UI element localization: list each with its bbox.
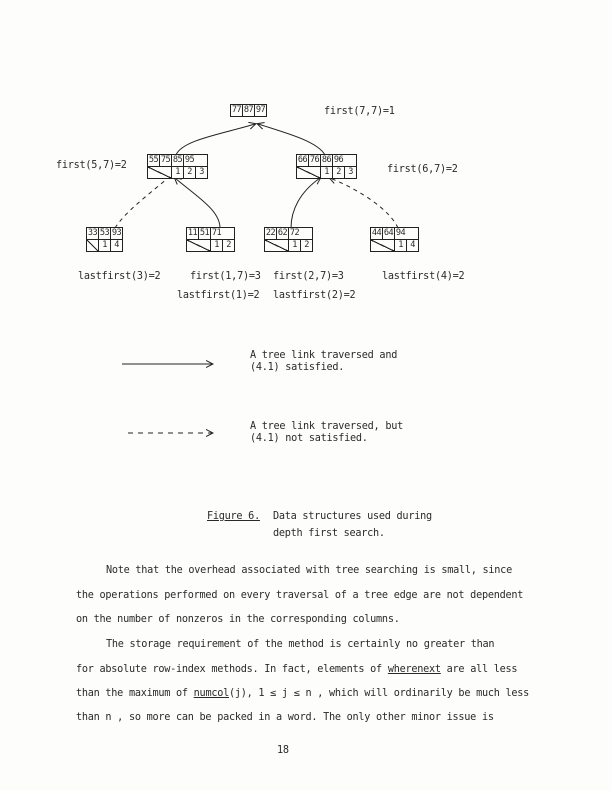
figure-caption-line-1: Data structures used during (273, 511, 432, 522)
link-n3-n5 (115, 178, 168, 228)
label-n5: first(5,7)=2 (56, 160, 127, 171)
node-index: 4 (110, 240, 122, 251)
link-n4-n6 (330, 178, 398, 228)
label-root: first(7,7)=1 (324, 106, 395, 117)
node-value: 72 (289, 228, 300, 238)
body-text: are all less (440, 664, 518, 675)
node-index: 2 (332, 167, 344, 178)
node-value: 77 (231, 105, 242, 115)
link-n6-root (258, 124, 325, 155)
node-value: 33 (87, 228, 98, 238)
node-value: 95 (184, 155, 195, 165)
node-value: 76 (309, 155, 320, 165)
node-index: 2 (183, 167, 195, 178)
node-value: 86 (321, 155, 332, 165)
node-value: 64 (383, 228, 394, 238)
node-index: 1 (210, 240, 222, 251)
node-root (230, 104, 267, 117)
legend-solid-text-2: (4.1) satisfied. (250, 362, 345, 373)
legend-solid-text-1: A tree link traversed and (250, 350, 398, 361)
node-index: 1 (320, 167, 332, 178)
label-n4: lastfirst(4)=2 (382, 271, 465, 282)
node-4 (370, 227, 419, 252)
page-number: 18 (277, 745, 289, 756)
body-line (76, 688, 529, 699)
null-pointer-cell (187, 240, 210, 251)
null-pointer-cell (371, 240, 394, 251)
node-value: 51 (199, 228, 210, 238)
node-value: 71 (211, 228, 222, 238)
node-index: 2 (300, 240, 312, 251)
node-2 (264, 227, 313, 252)
node-index: 4 (406, 240, 418, 251)
node-index: 1 (394, 240, 406, 251)
node-index: 1 (98, 240, 110, 251)
node-value: 22 (265, 228, 276, 238)
identifier-wherenext: wherenext (387, 664, 441, 675)
figure-caption-label (207, 511, 260, 523)
node-6 (296, 154, 357, 179)
body-text: than the maximum of (76, 688, 194, 699)
node-value: 85 (172, 155, 183, 165)
label-n1-lastfirst: lastfirst(1)=2 (177, 290, 260, 301)
node-value: 87 (243, 105, 254, 115)
null-pointer-cell (87, 240, 98, 251)
node-value: 75 (160, 155, 171, 165)
node-3 (86, 227, 123, 252)
node-value: 66 (297, 155, 308, 165)
label-n6: first(6,7)=2 (387, 164, 458, 175)
body-line: Note that the overhead associated with tree searching is small, since (106, 565, 512, 576)
legend-dashed-text-2: (4.1) not satisfied. (250, 433, 368, 444)
link-n1-n5 (175, 178, 220, 228)
node-value: 11 (187, 228, 198, 238)
node-value: 55 (148, 155, 159, 165)
node-value: 93 (111, 228, 122, 238)
node-value: 62 (277, 228, 288, 238)
body-line: than n , so more can be packed in a word. The only other minor issue is (76, 712, 494, 723)
node-index: 2 (222, 240, 234, 251)
node-index: 1 (171, 167, 183, 178)
label-n2-lastfirst: lastfirst(2)=2 (273, 290, 356, 301)
node-index: 3 (344, 167, 356, 178)
body-line: the operations performed on every traversal of a tree edge are not dependent (76, 590, 524, 601)
null-pointer-cell (265, 240, 288, 251)
legend-dashed-text-1: A tree link traversed, but (250, 421, 403, 432)
null-pointer-cell (148, 167, 171, 178)
label-n1-first: first(1,7)=3 (190, 271, 261, 282)
node-value: 94 (395, 228, 406, 238)
node-index: 1 (288, 240, 300, 251)
link-n2-n6 (291, 178, 320, 228)
link-n5-root (176, 124, 255, 155)
body-line: The storage requirement of the method is certainly no greater than (106, 639, 495, 650)
body-text: for absolute row-index methods. In fact, elements of (76, 664, 388, 675)
label-n3: lastfirst(3)=2 (78, 271, 161, 282)
figure-number: Figure 6. (207, 511, 260, 522)
identifier-numcol: numcol (193, 688, 229, 699)
figure-caption-line-2: depth first search. (273, 528, 385, 539)
label-n2-first: first(2,7)=3 (273, 271, 344, 282)
null-pointer-cell (297, 167, 320, 178)
node-value: 44 (371, 228, 382, 238)
node-5 (147, 154, 208, 179)
body-line: on the number of nonzeros in the corresponding columns. (76, 614, 400, 625)
body-text: (j), 1 ≤ j ≤ n , which will ordinarily be much less (228, 688, 530, 699)
node-index: 3 (195, 167, 207, 178)
node-1 (186, 227, 235, 252)
node-value: 53 (99, 228, 110, 238)
node-value: 97 (255, 105, 266, 115)
body-line (76, 664, 517, 675)
node-value: 96 (333, 155, 344, 165)
